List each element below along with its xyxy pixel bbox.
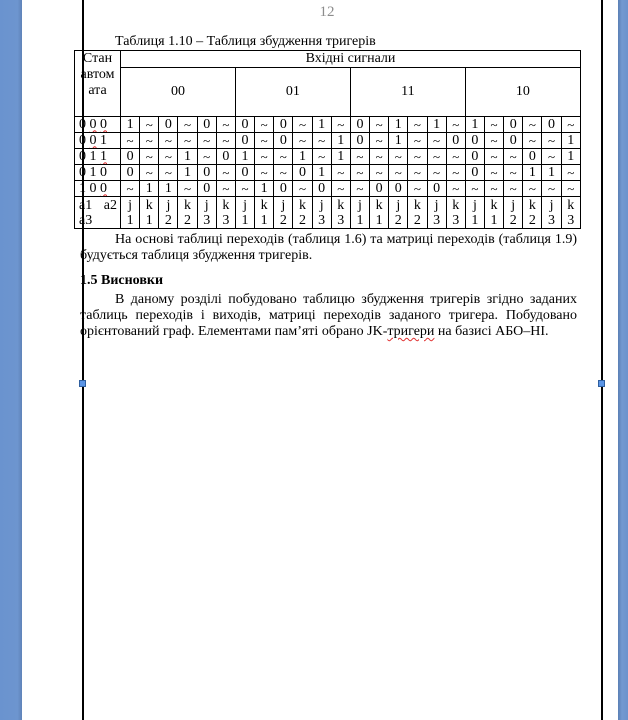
excitation-value-cell[interactable]: ~: [542, 149, 561, 165]
state-bit: 1: [100, 132, 107, 148]
state-bit: 0: [79, 116, 86, 132]
trigger-input-index: 3: [548, 212, 556, 228]
trigger-input-cell[interactable]: [312, 197, 331, 229]
trigger-input-index: 1: [375, 212, 383, 228]
trigger-input-letter: k: [375, 197, 383, 213]
trigger-input-index: 3: [567, 212, 575, 228]
excitation-value-cell[interactable]: ~: [216, 165, 235, 181]
state-bit: 0: [89, 116, 97, 132]
trigger-input-cell[interactable]: [370, 197, 389, 229]
excitation-value-cell[interactable]: 0: [523, 149, 542, 165]
trigger-input-cell[interactable]: [465, 197, 484, 229]
excitation-value-cell[interactable]: ~: [389, 165, 408, 181]
trigger-label-line: [79, 198, 120, 213]
excitation-value-cell[interactable]: 0: [389, 181, 408, 197]
excitation-value-cell[interactable]: 1: [331, 133, 350, 149]
trigger-input-letter: k: [145, 197, 153, 213]
excitation-value-cell[interactable]: ~: [178, 133, 197, 149]
trigger-input-index: 2: [184, 212, 192, 228]
state-bit: 0: [79, 164, 86, 180]
trigger-input-cell[interactable]: [293, 197, 312, 229]
excitation-value-cell[interactable]: ~: [159, 133, 178, 149]
trigger-input-letter: k: [413, 197, 421, 213]
excitation-value-cell[interactable]: 0: [159, 117, 178, 133]
right-resize-handle[interactable]: [598, 380, 605, 387]
trigger-input-letter: k: [567, 197, 575, 213]
excitation-value-cell[interactable]: ~: [350, 181, 369, 197]
trigger-input-index: 2: [509, 212, 517, 228]
excitation-value-cell[interactable]: ~: [197, 149, 216, 165]
excitation-value-cell[interactable]: 0: [197, 181, 216, 197]
trigger-input-index: 3: [337, 212, 345, 228]
excitation-value-cell[interactable]: 1: [178, 165, 197, 181]
section-heading: 1.5 Висновки: [80, 273, 164, 288]
excitation-value-cell[interactable]: ~: [331, 165, 350, 181]
excitation-value-cell[interactable]: 1: [331, 149, 350, 165]
excitation-value-cell[interactable]: 1: [255, 181, 274, 197]
excitation-value-cell[interactable]: ~: [331, 181, 350, 197]
window-background-left: [0, 0, 22, 720]
excitation-value-cell[interactable]: ~: [140, 149, 159, 165]
trigger-input-cell[interactable]: [446, 197, 465, 229]
excitation-value-cell[interactable]: ~: [255, 149, 274, 165]
excitation-value-cell[interactable]: ~: [427, 133, 446, 149]
excitation-value-cell[interactable]: ~: [331, 117, 350, 133]
trigger-input-index: 2: [528, 212, 536, 228]
state-bit: 0: [100, 164, 107, 180]
trigger-input-letter: j: [166, 197, 171, 213]
paragraph-text: на базисі АБО–НІ.: [434, 324, 549, 339]
excitation-value-cell[interactable]: ~: [293, 117, 312, 133]
excitation-value-cell[interactable]: 1: [235, 149, 254, 165]
excitation-value-cell[interactable]: ~: [389, 149, 408, 165]
excitation-value-cell[interactable]: ~: [542, 133, 561, 149]
excitation-table[interactable]: [74, 50, 581, 229]
trigger-input-letter: k: [184, 197, 192, 213]
excitation-value-cell[interactable]: ~: [255, 133, 274, 149]
trigger-input-letter: k: [528, 197, 536, 213]
excitation-value-cell[interactable]: 1: [312, 165, 331, 181]
excitation-value-cell[interactable]: ~: [408, 133, 427, 149]
excitation-value-cell[interactable]: 0: [121, 165, 140, 181]
excitation-value-cell[interactable]: ~: [235, 181, 254, 197]
state-bit: 0: [100, 116, 107, 132]
trigger-input-index: 2: [164, 212, 172, 228]
state-bit: 0: [79, 148, 86, 164]
trigger-input-index: 3: [433, 212, 441, 228]
trigger-inputs-row: [75, 197, 581, 229]
table-row: [75, 117, 581, 133]
trigger-input-letter: j: [396, 197, 401, 213]
state-header-line: автом: [80, 67, 115, 82]
excitation-value-cell[interactable]: ~: [255, 165, 274, 181]
left-resize-handle[interactable]: [79, 380, 86, 387]
excitation-value-cell[interactable]: ~: [523, 133, 542, 149]
excitation-value-cell[interactable]: ~: [446, 149, 465, 165]
trigger-input-cell[interactable]: [274, 197, 293, 229]
trigger-input-letter: j: [281, 197, 286, 213]
excitation-value-cell[interactable]: 0: [274, 181, 293, 197]
excitation-value-cell[interactable]: ~: [350, 165, 369, 181]
input-group-header: 10: [465, 68, 580, 117]
excitation-value-cell[interactable]: ~: [140, 133, 159, 149]
right-margin-guide: [601, 0, 603, 720]
trigger-input-index: 1: [241, 212, 249, 228]
trigger-input-letter: j: [204, 197, 209, 213]
excitation-value-cell[interactable]: 0: [370, 181, 389, 197]
excitation-value-cell[interactable]: ~: [446, 117, 465, 133]
trigger-input-cell[interactable]: [350, 197, 369, 229]
trigger-input-index: 2: [413, 212, 421, 228]
excitation-value-cell[interactable]: 1: [542, 165, 561, 181]
state-bit: 0: [89, 132, 97, 148]
input-group-header: 01: [235, 68, 350, 117]
excitation-value-cell[interactable]: ~: [274, 149, 293, 165]
trigger-input-cell[interactable]: [408, 197, 427, 229]
trigger-input-cell[interactable]: [235, 197, 254, 229]
excitation-value-cell[interactable]: ~: [216, 117, 235, 133]
excitation-value-cell[interactable]: ~: [484, 149, 503, 165]
excitation-value-cell[interactable]: ~: [408, 165, 427, 181]
trigger-input-cell[interactable]: [178, 197, 197, 229]
input-group-header: 11: [350, 68, 465, 117]
state-cell[interactable]: [75, 149, 121, 165]
trigger-input-letter: j: [549, 197, 554, 213]
excitation-value-cell[interactable]: 1: [465, 117, 484, 133]
excitation-value-cell[interactable]: ~: [408, 181, 427, 197]
excitation-value-cell[interactable]: 1: [159, 181, 178, 197]
excitation-value-cell[interactable]: ~: [484, 181, 503, 197]
trigger-input-letter: j: [472, 197, 477, 213]
excitation-value-cell[interactable]: ~: [197, 133, 216, 149]
excitation-value-cell[interactable]: ~: [446, 165, 465, 181]
trigger-input-letter: j: [511, 197, 516, 213]
state-bit: 1: [100, 148, 107, 164]
input-signals-header: Вхідні сигнали: [121, 51, 581, 68]
trigger-input-letter: k: [260, 197, 268, 213]
excitation-value-cell[interactable]: 0: [235, 133, 254, 149]
table-row: [75, 149, 581, 165]
trigger-input-cell[interactable]: [427, 197, 446, 229]
excitation-value-cell[interactable]: ~: [216, 133, 235, 149]
trigger-label: a3: [79, 212, 93, 228]
excitation-value-cell[interactable]: 1: [561, 133, 580, 149]
state-bit: 0: [100, 180, 107, 196]
table-row: [75, 181, 581, 197]
excitation-value-cell[interactable]: 1: [140, 181, 159, 197]
excitation-value-cell[interactable]: ~: [121, 133, 140, 149]
trigger-input-cell[interactable]: [523, 197, 542, 229]
state-bit: 0: [89, 180, 97, 196]
excitation-value-cell[interactable]: 1: [293, 149, 312, 165]
trigger-input-cell[interactable]: [389, 197, 408, 229]
trigger-input-cell[interactable]: [197, 197, 216, 229]
excitation-value-cell[interactable]: ~: [484, 117, 503, 133]
excitation-value-cell[interactable]: ~: [350, 149, 369, 165]
excitation-value-cell[interactable]: ~: [370, 133, 389, 149]
trigger-input-letter: j: [319, 197, 324, 213]
trigger-input-index: 2: [298, 212, 306, 228]
excitation-value-cell[interactable]: 0: [465, 133, 484, 149]
excitation-value-cell[interactable]: ~: [523, 117, 542, 133]
excitation-value-cell[interactable]: ~: [408, 149, 427, 165]
window-background-right: [618, 0, 628, 720]
excitation-value-cell[interactable]: 0: [465, 165, 484, 181]
excitation-value-cell[interactable]: ~: [561, 117, 580, 133]
excitation-value-cell[interactable]: 0: [274, 117, 293, 133]
trigger-label-cell[interactable]: [75, 197, 121, 229]
excitation-value-cell[interactable]: 1: [523, 165, 542, 181]
trigger-input-index: 3: [222, 212, 230, 228]
trigger-input-letter: k: [490, 197, 498, 213]
excitation-value-cell[interactable]: ~: [370, 149, 389, 165]
excitation-value-cell[interactable]: ~: [427, 149, 446, 165]
excitation-value-cell[interactable]: ~: [312, 133, 331, 149]
trigger-input-cell[interactable]: [484, 197, 503, 229]
excitation-value-cell[interactable]: ~: [140, 117, 159, 133]
state-column-header: [75, 51, 121, 117]
excitation-value-cell[interactable]: 0: [504, 117, 523, 133]
excitation-value-cell[interactable]: 0: [197, 165, 216, 181]
state-bit: 1: [79, 180, 86, 196]
excitation-value-cell[interactable]: 0: [274, 133, 293, 149]
excitation-value-cell[interactable]: ~: [178, 181, 197, 197]
trigger-input-index: 3: [452, 212, 460, 228]
excitation-value-cell[interactable]: 0: [216, 149, 235, 165]
trigger-input-index: 1: [471, 212, 479, 228]
state-header-line: ата: [88, 83, 107, 98]
excitation-value-cell[interactable]: ~: [274, 165, 293, 181]
excitation-value-cell[interactable]: 1: [561, 149, 580, 165]
trigger-input-index: 1: [490, 212, 498, 228]
trigger-input-letter: k: [452, 197, 460, 213]
excitation-value-cell[interactable]: ~: [465, 181, 484, 197]
trigger-input-index: 1: [145, 212, 153, 228]
excitation-value-cell[interactable]: ~: [159, 149, 178, 165]
paragraph-table-intro: На основі таблиці переходів (таблиця 1.6) та матриці переходів (таблиця 1.9) будується таблиця збудження тригерів.: [80, 232, 577, 263]
trigger-input-letter: j: [243, 197, 247, 213]
trigger-input-cell[interactable]: [561, 197, 580, 229]
excitation-value-cell[interactable]: ~: [408, 117, 427, 133]
trigger-input-cell[interactable]: [216, 197, 235, 229]
excitation-value-cell[interactable]: 0: [121, 149, 140, 165]
trigger-input-index: 1: [260, 212, 268, 228]
excitation-value-cell[interactable]: ~: [216, 181, 235, 197]
excitation-value-cell[interactable]: ~: [504, 181, 523, 197]
excitation-value-cell[interactable]: ~: [312, 149, 331, 165]
excitation-value-cell[interactable]: 0: [465, 149, 484, 165]
paragraph-conclusions: [80, 292, 577, 340]
excitation-value-cell[interactable]: 0: [542, 117, 561, 133]
trigger-input-cell[interactable]: [140, 197, 159, 229]
trigger-input-letter: j: [358, 197, 362, 213]
trigger-input-index: 2: [279, 212, 287, 228]
excitation-value-cell[interactable]: ~: [484, 133, 503, 149]
state-cell[interactable]: [75, 133, 121, 149]
excitation-value-cell[interactable]: ~: [561, 165, 580, 181]
trigger-input-letter: j: [128, 197, 133, 213]
trigger-input-cell[interactable]: [542, 197, 561, 229]
trigger-input-letter: k: [298, 197, 306, 213]
table-row: [75, 133, 581, 149]
excitation-value-cell[interactable]: 1: [121, 117, 140, 133]
excitation-value-cell[interactable]: ~: [370, 117, 389, 133]
excitation-value-cell[interactable]: 1: [389, 117, 408, 133]
excitation-value-cell[interactable]: ~: [446, 181, 465, 197]
excitation-value-cell[interactable]: 0: [350, 133, 369, 149]
state-header-line: Стан: [82, 51, 113, 66]
spellcheck-flagged-word[interactable]: тригери: [387, 324, 435, 339]
excitation-value-cell[interactable]: 0: [293, 165, 312, 181]
excitation-value-cell[interactable]: 0: [312, 181, 331, 197]
trigger-input-letter: j: [434, 197, 439, 213]
state-cell[interactable]: [75, 117, 121, 133]
page-number: 12: [319, 4, 335, 20]
excitation-value-cell[interactable]: ~: [427, 165, 446, 181]
excitation-value-cell[interactable]: ~: [178, 117, 197, 133]
trigger-input-cell[interactable]: [121, 197, 140, 229]
excitation-value-cell[interactable]: ~: [159, 165, 178, 181]
excitation-value-cell[interactable]: ~: [504, 165, 523, 181]
trigger-input-index: 1: [126, 212, 134, 228]
excitation-value-cell[interactable]: 0: [446, 133, 465, 149]
excitation-value-cell[interactable]: 0: [197, 117, 216, 133]
excitation-value-cell[interactable]: 0: [350, 117, 369, 133]
input-group-header: 00: [121, 68, 236, 117]
excitation-value-cell[interactable]: ~: [140, 165, 159, 181]
excitation-value-cell[interactable]: ~: [121, 181, 140, 197]
trigger-input-cell[interactable]: [255, 197, 274, 229]
excitation-value-cell[interactable]: ~: [523, 181, 542, 197]
state-bit: 0: [79, 132, 86, 148]
excitation-value-cell[interactable]: 0: [235, 165, 254, 181]
excitation-value-cell[interactable]: 0: [504, 133, 523, 149]
excitation-value-cell[interactable]: 1: [427, 117, 446, 133]
excitation-value-cell[interactable]: ~: [484, 165, 503, 181]
state-cell[interactable]: [75, 181, 121, 197]
state-cell[interactable]: [75, 165, 121, 181]
excitation-value-cell[interactable]: ~: [504, 149, 523, 165]
excitation-value-cell[interactable]: 1: [178, 149, 197, 165]
excitation-value-cell[interactable]: ~: [542, 181, 561, 197]
excitation-value-cell[interactable]: 0: [427, 181, 446, 197]
trigger-input-index: 1: [356, 212, 364, 228]
paragraph-text: В даному розділі побудовано таблицю збудження тригерів згідно заданих таблиць переходів і виходів, матриці переходів заданого тригера. Побудовано орієнтований граф. Елементами пам’яті обрано JK-: [80, 292, 577, 339]
trigger-input-cell[interactable]: [159, 197, 178, 229]
table-caption: Таблиця 1.10 – Таблиця збудження тригерів: [115, 34, 376, 49]
trigger-input-letter: k: [337, 197, 345, 213]
excitation-value-cell[interactable]: ~: [293, 181, 312, 197]
trigger-label: a2: [103, 197, 117, 213]
excitation-value-cell[interactable]: ~: [561, 181, 580, 197]
trigger-input-index: 2: [394, 212, 402, 228]
table-row: [75, 165, 581, 181]
excitation-value-cell[interactable]: ~: [255, 117, 274, 133]
excitation-value-cell[interactable]: 0: [235, 117, 254, 133]
trigger-input-index: 3: [203, 212, 211, 228]
trigger-input-index: 3: [318, 212, 326, 228]
trigger-label: a1: [79, 197, 93, 213]
excitation-value-cell[interactable]: ~: [293, 133, 312, 149]
excitation-value-cell[interactable]: 1: [389, 133, 408, 149]
excitation-value-cell[interactable]: ~: [370, 165, 389, 181]
state-bit: 1: [89, 148, 97, 164]
trigger-input-cell[interactable]: [504, 197, 523, 229]
trigger-input-letter: k: [222, 197, 230, 213]
state-bit: 1: [89, 164, 97, 180]
trigger-input-cell[interactable]: [331, 197, 350, 229]
excitation-value-cell[interactable]: 1: [312, 117, 331, 133]
